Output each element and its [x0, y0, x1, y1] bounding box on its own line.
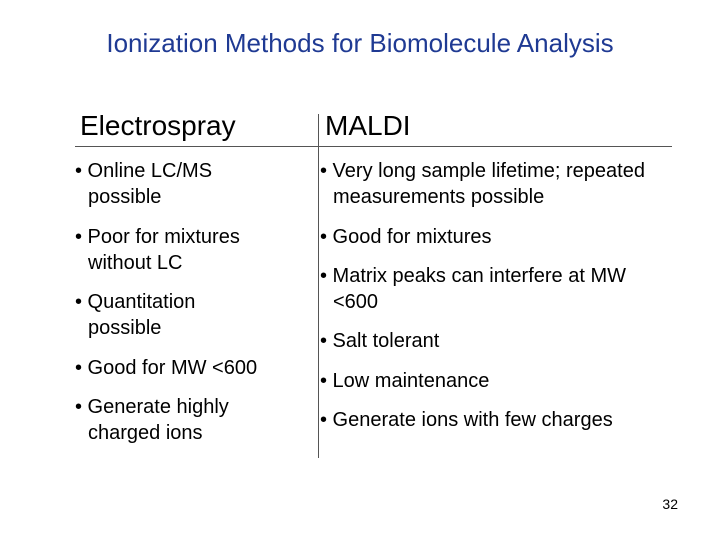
header-divider [75, 146, 672, 147]
list-item: • Quantitation possible [75, 291, 196, 339]
column-divider [318, 114, 319, 458]
list-item: • Generate ions with few charges [320, 409, 613, 431]
list-item: • Generate highly charged ions [75, 396, 229, 444]
header-maldi: MALDI [325, 110, 411, 141]
page-number: 32 [662, 496, 678, 512]
list-item: • Low maintenance [320, 370, 490, 392]
list-item: • Matrix peaks can interfere at MW <600 [320, 265, 626, 313]
list-item: • Good for mixtures [320, 226, 492, 248]
list-item: • Very long sample lifetime; repeated measurements possible [320, 160, 645, 208]
header-electrospray: Electrospray [80, 110, 236, 141]
slide-title: Ionization Methods for Biomolecule Analysis [106, 28, 614, 58]
list-item: • Salt tolerant [320, 330, 440, 352]
list-item: • Poor for mixtures without LC [75, 226, 240, 274]
list-item: • Good for MW <600 [75, 357, 258, 379]
list-item: • Online LC/MS possible [75, 160, 213, 208]
